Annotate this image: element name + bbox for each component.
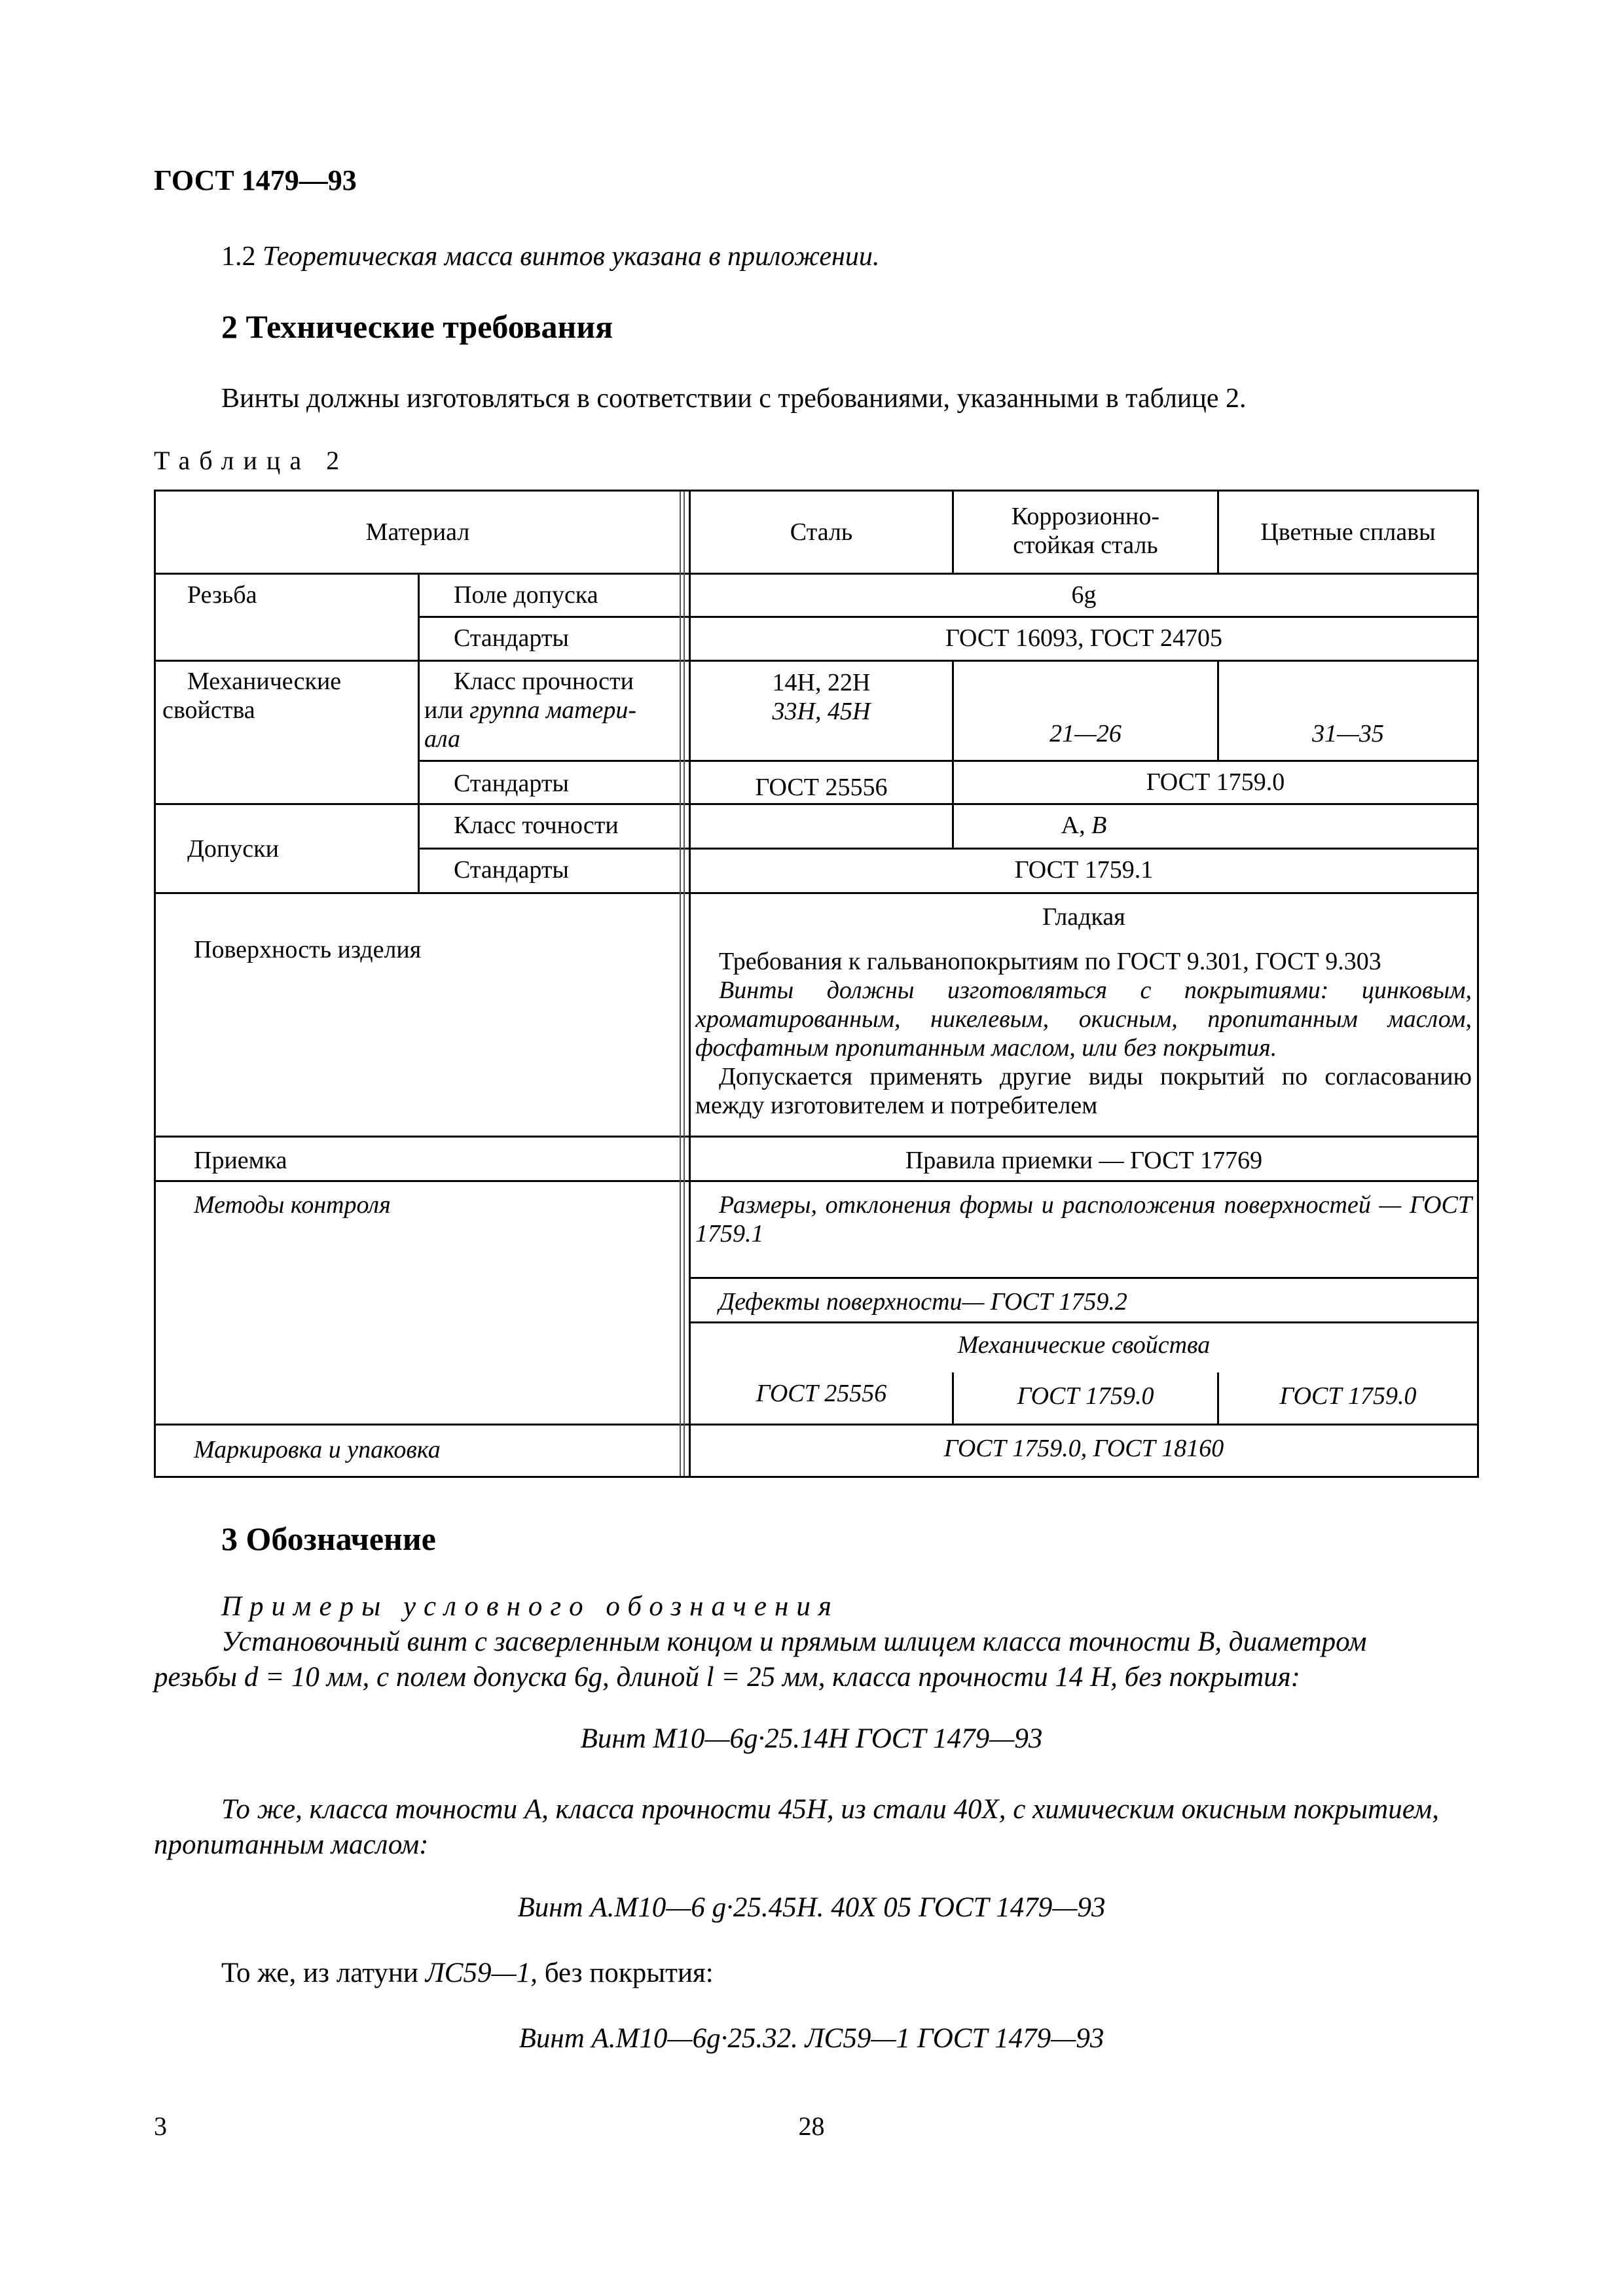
document-header: ГОСТ 1479—93	[154, 164, 357, 196]
tolerances-standards-label: Стандарты	[454, 856, 569, 884]
control-std-nonferrous: ГОСТ 1759.0	[1279, 1382, 1417, 1410]
row-thread-label: Резьба	[187, 581, 257, 609]
examples-title: Примеры условного обозначения	[221, 1591, 839, 1622]
header-steel: Сталь	[790, 518, 853, 546]
mech-nonferrous-value: 31—35	[1312, 720, 1384, 747]
example-2-line1: То же, класса точности А, класса прочности 45Н, из стали 40Х, с химическим окисным покрытием,	[221, 1794, 1439, 1825]
surface-coatings-text: Винты должны изготовляться с покрытиями: цинковым, хроматированным, никелевым, окисным, пропитанным маслом, фосфатным пропитанным маслом, или без покрытия.	[695, 977, 1472, 1062]
row-mech-label-line2: свойства	[162, 696, 255, 724]
row-tolerances-label: Допуски	[187, 835, 279, 863]
header-nonferrous: Цветные сплавы	[1260, 518, 1436, 546]
surface-galvanic-requirements: Требования к гальванопокрытиям по ГОСТ 9.301, ГОСТ 9.303	[719, 948, 1381, 975]
example-2-code: Винт А.М10—6 g·25.45Н. 40Х 05 ГОСТ 1479—93	[517, 1892, 1106, 1923]
section-2-intro: Винты должны изготовляться в соответствии с требованиями, указанными в таблице 2.	[221, 384, 1247, 414]
header-material: Материал	[365, 518, 470, 546]
control-std-steel: ГОСТ 25556	[756, 1380, 887, 1407]
section-3-title: 3 Обозначение	[221, 1520, 436, 1557]
control-dimensions-text: Размеры, отклонения формы и расположения поверхностей — ГОСТ 1759.1	[695, 1191, 1472, 1247]
thread-standards-label: Стандарты	[454, 624, 569, 652]
header-corrosion-line2: стойкая сталь	[1013, 531, 1158, 559]
thread-tolerance-field-label: Поле допуска	[454, 581, 598, 609]
mech-standards-label: Стандарты	[454, 770, 569, 797]
mech-class-label-line3: ала	[424, 725, 461, 753]
thread-tolerance-value: 6g	[1071, 581, 1097, 609]
row-mech-label-line1: Механические	[187, 668, 342, 695]
header-corrosion-line1: Коррозионно-	[1011, 503, 1160, 530]
mech-steel-line1: 14Н, 22Н	[772, 669, 871, 696]
page-number: 28	[798, 2111, 825, 2141]
paragraph-text: Теоретическая масса винтов указана в приложении.	[263, 242, 880, 272]
control-mech-properties: Механические свойства	[957, 1331, 1211, 1359]
mech-standards-steel: ГОСТ 25556	[755, 774, 888, 801]
surface-smooth: Гладкая	[1042, 903, 1125, 931]
surface-other-coatings-text: Допускается применять другие виды покрытий по согласованию между изготовителем и потребителем	[695, 1063, 1472, 1119]
mech-corrosion-value: 21—26	[1049, 720, 1122, 747]
control-surface-defects: Дефекты поверхности— ГОСТ 1759.2	[719, 1288, 1127, 1316]
example-2-line2: пропитанным маслом:	[154, 1829, 429, 1860]
example-3-code: Винт А.М10—6g·25.32. ЛС59—1 ГОСТ 1479—93	[519, 2023, 1104, 2054]
mech-class-label-line2: или группа матери-	[424, 696, 637, 724]
thread-standards-value: ГОСТ 16093, ГОСТ 24705	[945, 624, 1222, 652]
example-1-line1: Установочный винт с засверленным концом и прямым шлицем класса точности В, диаметром	[221, 1626, 1367, 1657]
example-3-line: То же, из латуни ЛС59—1, без покрытия:	[221, 1958, 714, 1988]
tolerances-accuracy-label: Класс точности	[454, 812, 619, 839]
example-1-code: Винт М10—6g·25.14Н ГОСТ 1479—93	[580, 1723, 1043, 1754]
example-1-line2: резьбы d = 10 мм, с полем допуска 6g, длиной l = 25 мм, класса прочности 14 Н, без покрытия:	[154, 1662, 1300, 1693]
acceptance-value: Правила приемки — ГОСТ 17769	[905, 1147, 1263, 1174]
tolerances-standards-value: ГОСТ 1759.1	[1014, 856, 1154, 884]
section-2-title: 2 Технические требования	[221, 308, 613, 345]
row-marking-label: Маркировка и упаковка	[194, 1436, 441, 1463]
mech-standards-other: ГОСТ 1759.0	[1146, 768, 1285, 796]
row-control-label: Методы контроля	[194, 1191, 391, 1219]
tolerances-accuracy-value: А, В	[1061, 812, 1107, 839]
footer-left-number: 3	[154, 2111, 167, 2141]
table-caption: Таблица 2	[154, 446, 349, 475]
mech-class-label-line1: Класс прочности	[454, 668, 634, 695]
paragraph-1-2	[221, 241, 879, 272]
requirements-table	[154, 490, 1479, 1478]
control-std-corrosion: ГОСТ 1759.0	[1017, 1382, 1154, 1410]
marking-value: ГОСТ 1759.0, ГОСТ 18160	[943, 1435, 1224, 1462]
row-surface-label: Поверхность изделия	[194, 936, 422, 963]
row-acceptance-label: Приемка	[194, 1147, 287, 1174]
paragraph-number: 1.2	[221, 242, 256, 272]
mech-steel-line2: 33Н, 45Н	[772, 698, 871, 725]
